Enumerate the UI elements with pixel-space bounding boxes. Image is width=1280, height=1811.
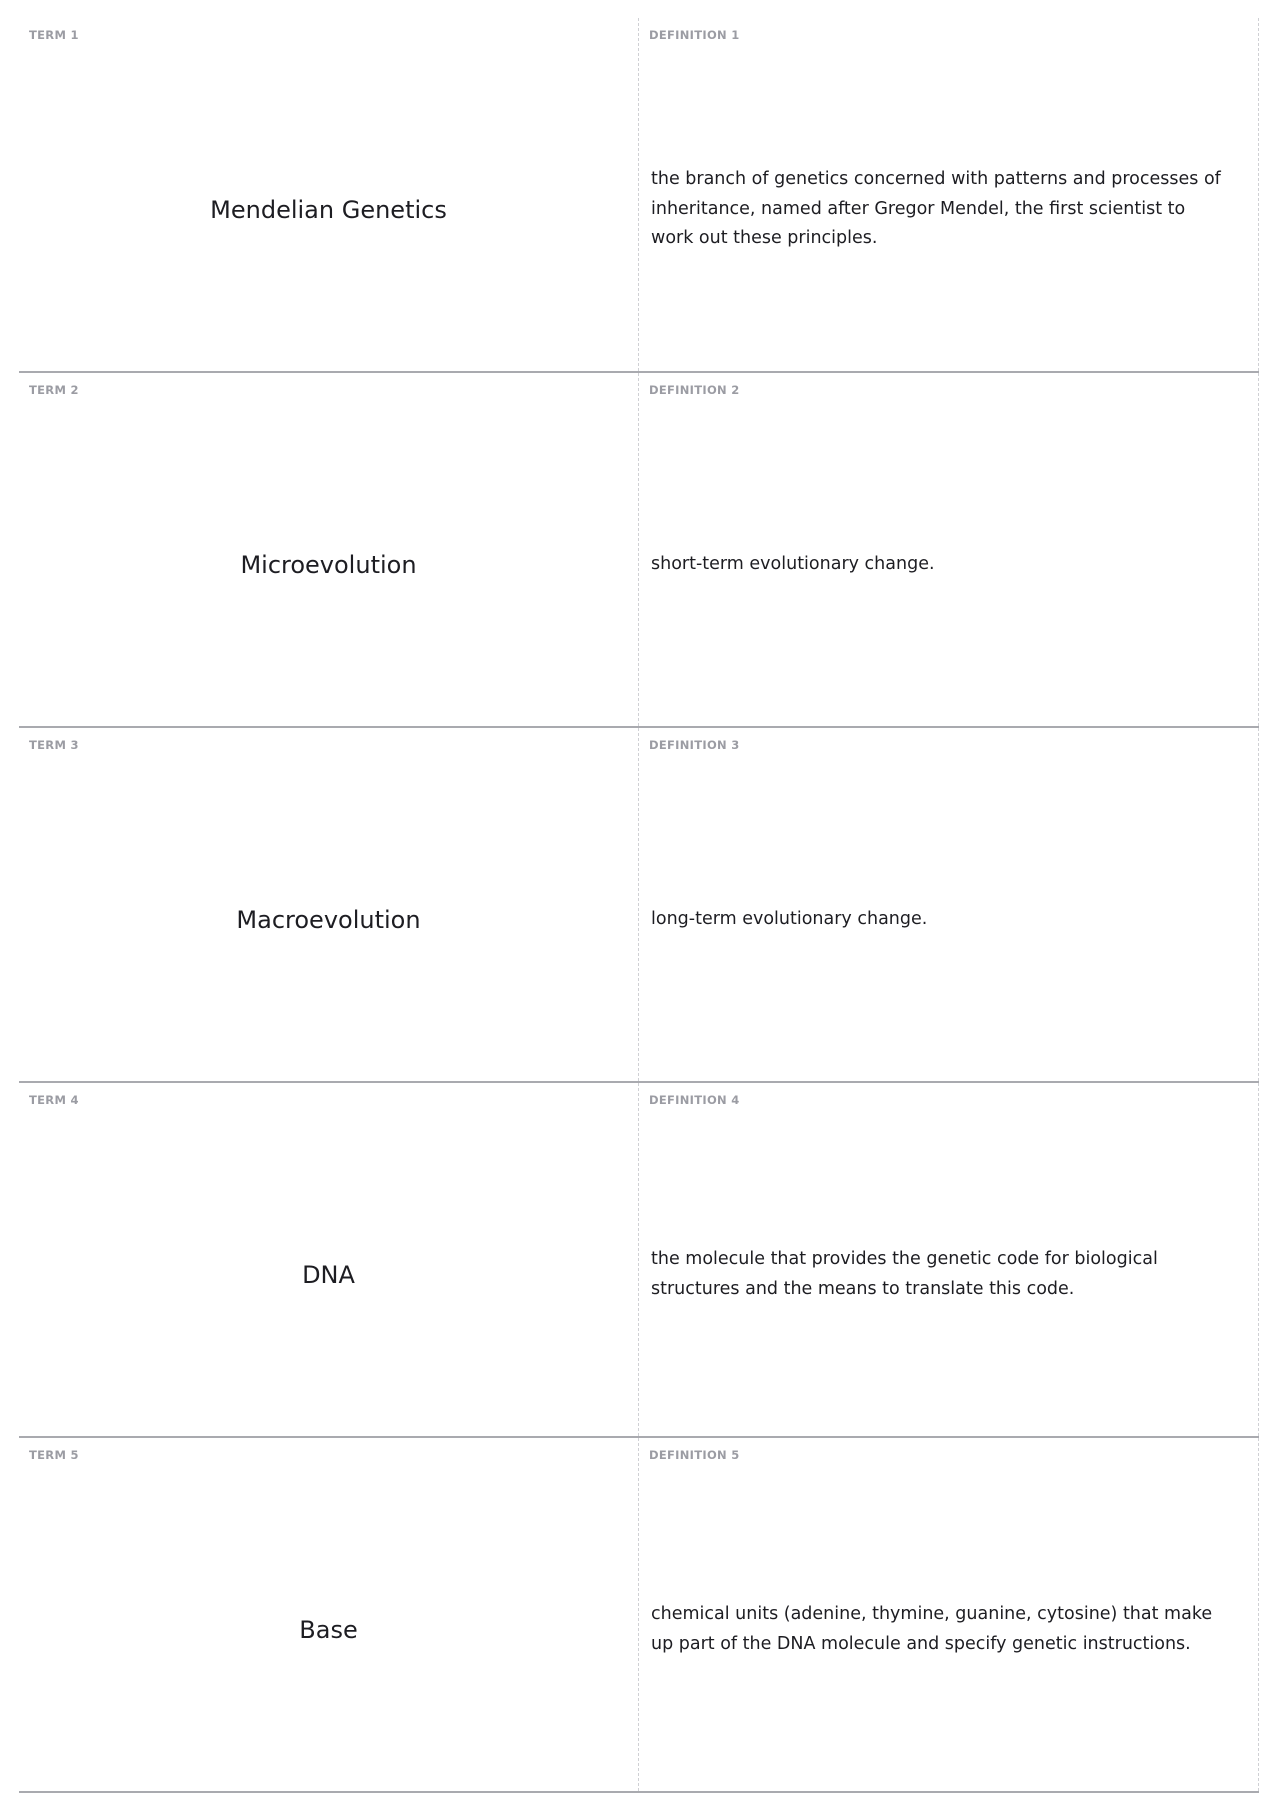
definition-cell [639,18,1259,371]
term-label: TERM 1 [29,28,79,42]
term-body [19,403,638,726]
term-text: DNA [302,1260,355,1289]
term-cell [19,373,639,726]
term-text: Base [299,1615,358,1644]
definition-label: DEFINITION 4 [649,1093,740,1107]
term-cell [19,728,639,1081]
definition-body [639,758,1258,1081]
flashcard-sheet [19,18,1259,1793]
definition-text: the molecule that provides the genetic code for biological structures and the means to translate this code. [651,1249,1158,1299]
definition-cell [639,728,1259,1081]
flashcard-row-5 [19,1438,1259,1793]
definition-text: chemical units (adenine, thymine, guanine, cytosine) that make up part of the DNA molecule and specify genetic instructions. [651,1604,1213,1654]
definition-label: DEFINITION 1 [649,28,740,42]
definition-text: short-term evolutionary change. [651,553,935,574]
term-text: Mendelian Genetics [210,195,447,224]
flashcard-row-2 [19,373,1259,728]
term-cell [19,18,639,371]
term-label: TERM 2 [29,383,79,397]
definition-text: the branch of genetics concerned with patterns and processes of inheritance, named after Gregor Mendel, the first scientist to work out these principles. [651,169,1221,249]
term-label: TERM 4 [29,1093,79,1107]
definition-label: DEFINITION 3 [649,738,740,752]
term-text: Microevolution [240,550,417,579]
term-body [19,1468,638,1791]
term-body [19,1113,638,1436]
term-label: TERM 3 [29,738,79,752]
term-body [19,758,638,1081]
term-label: TERM 5 [29,1448,79,1462]
term-body [19,48,638,371]
definition-cell [639,1083,1259,1436]
term-cell [19,1083,639,1436]
definition-text: long-term evolutionary change. [651,908,928,929]
definition-label: DEFINITION 2 [649,383,740,397]
definition-body [639,403,1258,726]
definition-body [639,1468,1258,1791]
definition-body [639,1113,1258,1436]
flashcard-row-4 [19,1083,1259,1438]
definition-cell [639,1438,1259,1791]
term-text: Macroevolution [236,905,421,934]
term-cell [19,1438,639,1791]
definition-body [639,48,1258,371]
flashcard-row-1 [19,18,1259,373]
definition-label: DEFINITION 5 [649,1448,740,1462]
flashcard-row-3 [19,728,1259,1083]
definition-cell [639,373,1259,726]
